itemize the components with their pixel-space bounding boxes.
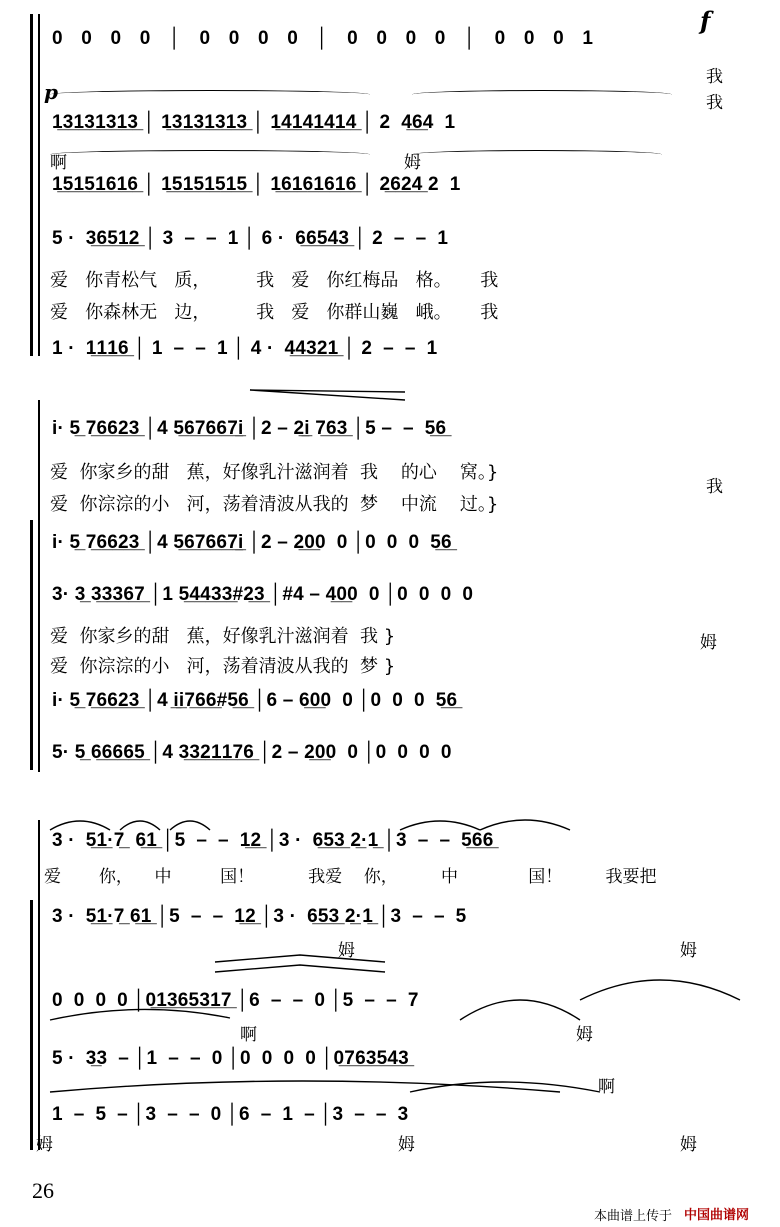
system2-voice3: 3· 3̲ 3̲3̲3̲6̲7̲ │1 5̲4̲4̲3̲3̲#2̲3̲ │#4 – 4̲0̲0 0 │0 0 0 0 <box>52 584 474 605</box>
system2-voice1: i· 5̲ 7̲6̲6̲2̲3̲ │4 5̲6̲7̲6̲6̲7̲i̲ │2 – 2̲i̲ 7̲6̲3̲ │5 – – 5̲6̲ <box>52 418 447 439</box>
system3-lyric-mu-c: 姆 <box>576 1025 593 1045</box>
system2-voice2: i· 5̲ 7̲6̲6̲2̲3̲ │4 5̲6̲7̲6̲6̲7̲i̲ │2 – 2̲0̲0 0 │0 0 0 5̲6̲ <box>52 532 452 553</box>
system1-lyric-mu: 姆 <box>404 153 421 173</box>
dynamic-piano: p <box>44 80 58 104</box>
system1-lyric-verse2: 爱 你森林无 边， 我 爱 你群山巍 峨。 我 <box>50 302 499 323</box>
system3-lyric-a: 啊 <box>240 1025 257 1045</box>
page-number: 26 <box>32 1178 54 1203</box>
system1-lyric-a: 啊 <box>50 153 67 173</box>
system1-voice4: 5 · 3̲6̲5̲1̲2̲ │ 3 – – 1 │ 6 · 6̲6̲5̲4̲3̲ │ 2 – – 1 <box>52 228 449 249</box>
system1-lyric-wo-a: 我 <box>706 67 723 87</box>
system3-lyric-mu-b: 姆 <box>680 941 697 961</box>
system3-voice2: 3 · 5̲1̲·7̲ 6̲1̲ │5 – – 1̲2̲ │3 · 6̲5̲3̲ 2̲·1̲ │3 – – 5 <box>52 906 467 927</box>
system1-lyric-verse1: 爱 你青松气 质， 我 爱 你红梅品 格。 我 <box>50 270 499 291</box>
system3-lyric-verse1: 爱 你， 中 国！ 我爱 你， 中 国！ 我要把 <box>44 867 657 887</box>
system1-voice3: 1̲5̲1̲5̲1̲6̲1̲6̲ │ 1̲5̲1̲5̲1̲5̲1̲5̲ │ 1̲6̲1̲6̲1̲6̲1̲6̲ │ 2̲6̲2̲4̲ 2 1 <box>52 174 461 195</box>
system2-voice5: 5· 5̲ 6̲6̲6̲6̲5̲ │4 3̲3̲2̲1̲1̲7̲6̲ │2 – 2̲0̲0 0 │0 0 0 0 <box>52 742 452 763</box>
system3-lyric-a2: 啊 <box>598 1077 615 1097</box>
system2-lyric-mu: 姆 <box>700 633 717 653</box>
system3-lyric-mu-e: 姆 <box>398 1135 415 1155</box>
system1-voice5: 1 · 1̲1̲1̲6̲ │ 1 – – 1 │ 4 · 4̲4̲3̲2̲1̲ │ 2 – – 1 <box>52 338 438 359</box>
system1-lyric-wo-b: 我 <box>706 93 723 113</box>
system3-lyric-mu-a: 姆 <box>338 941 355 961</box>
system2-lyric-verse2: 爱 你淙淙的小 河，荡着清波从我的 梦 中流 过。} <box>50 494 499 515</box>
system2-voice4: i· 5̲ 7̲6̲6̲2̲3̲ │4 i̲i̲7̲6̲6̲#5̲6̲ │6 – 6̲0̲0 0 │0 0 0 5̲6̲ <box>52 690 458 711</box>
system3-lyric-mu-f: 姆 <box>680 1135 697 1155</box>
system3-lyric-mu-d: 姆 <box>36 1135 53 1155</box>
system3-voice5: 1 – 5 – │3 – – 0 │6 – 1 – │3 – – 3 <box>52 1104 409 1125</box>
system2-lyric-verse4: 爱 你淙淙的小 河，荡着清波从我的 梦 } <box>50 656 396 677</box>
upload-note: 本曲谱上传于 <box>594 1208 673 1223</box>
system3-voice1: 3 · 5̲1̲·7̲ 6̲1̲ │5 – – 1̲2̲ │3 · 6̲5̲3̲ 2̲·1̲ │3 – – 5̲6̲6̲ <box>52 830 494 851</box>
system3-voice4: 5 · 3̲3 – │1 – – 0 │0 0 0 0 │0̲7̲6̲3̲5̲4̲3̲ <box>52 1048 409 1069</box>
system2-lyric-verse1: 爱 你家乡的甜 蕉，好像乳汁滋润着 我 的心 窝。} <box>50 462 499 483</box>
system2-lyric-wo: 我 <box>706 477 723 497</box>
system1-voice2: 1̲3̲1̲3̲1̲3̲1̲3̲ │ 1̲3̲1̲3̲1̲3̲1̲3̲ │ 1̲4̲1̲4̲1̲4̲1̲4̲ │ 2 4̲6̲4 1 <box>52 112 456 133</box>
dynamic-forte: f <box>700 6 711 35</box>
system2-lyric-verse3: 爱 你家乡的甜 蕉，好像乳汁滋润着 我 } <box>50 626 396 647</box>
site-logo: 中国曲谱网 <box>684 1207 750 1222</box>
system3-voice3: 0 0 0 0 │0̲1̲3̲6̲5̲3̲1̲7̲ │6 – – 0 │5 – – 7 <box>52 990 419 1011</box>
system1-voice1: 0 0 0 0 │ 0 0 0 0 │ 0 0 0 0 │ 0 0 0 1 <box>52 28 594 49</box>
